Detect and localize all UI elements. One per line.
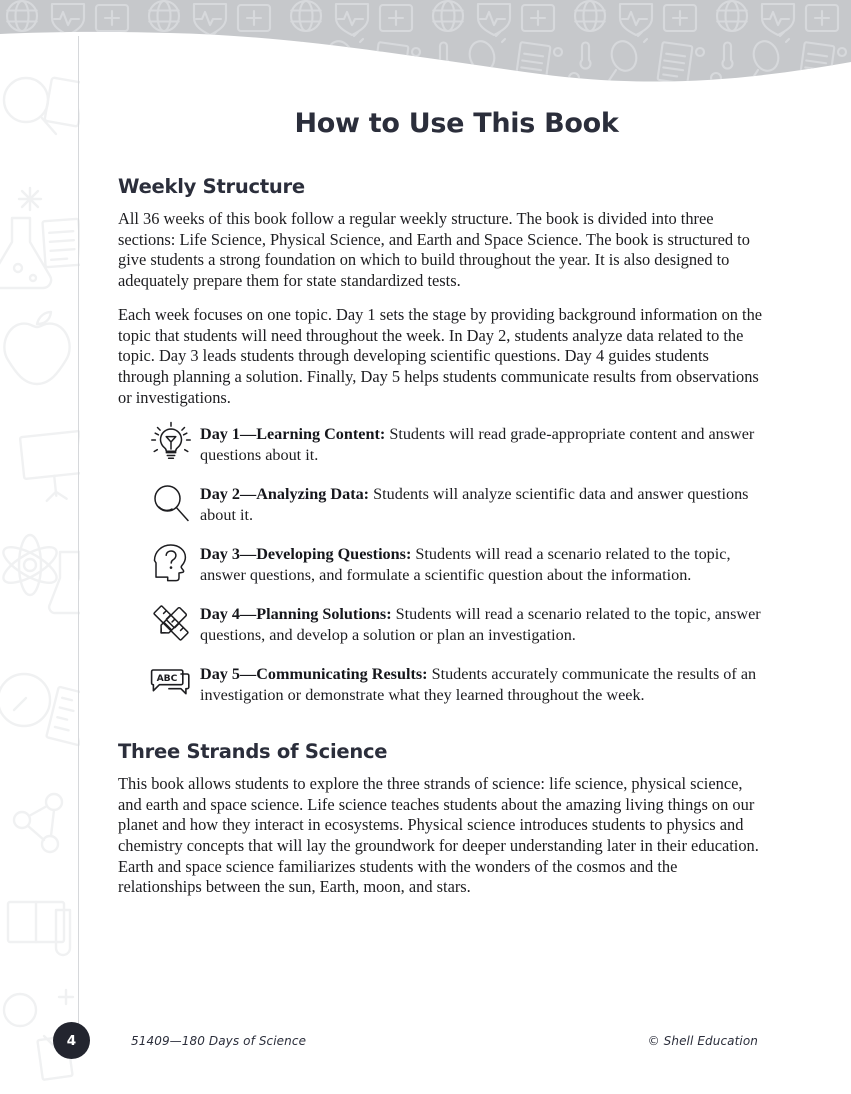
left-strip-graphic bbox=[0, 60, 80, 1094]
day-description: Students will read grade-appropriate content and answer questions about it. bbox=[200, 425, 755, 464]
day-label: Day 4—Planning Solutions: bbox=[200, 605, 392, 624]
list-item bbox=[118, 422, 763, 466]
day-text bbox=[200, 542, 763, 585]
day-text bbox=[200, 482, 763, 525]
day-description: Students accurately communicate the results of an investigation or demonstrate what they learned throughout the week. bbox=[200, 665, 757, 704]
speech-bubble-abc-icon bbox=[148, 660, 194, 706]
svg-text:ABC: ABC bbox=[156, 673, 178, 685]
section-three-strands bbox=[118, 740, 763, 897]
paragraph-three-strands-1: This book allows students to explore the three strands of science: life science, physical science, and earth and space science. Life science teaches students about the amazing living things on our planet and how they interact in ecosystems. Physical science introduces students to physics and chemistry concepts that will lay the groundwork for deeper understanding later in their education. Earth and space science familiarizes students with the wonders of the cosmos and the relationships between the sun, Earth, moon, and stars. bbox=[118, 774, 759, 897]
day-description: Students will analyze scientific data and answer questions about it. bbox=[200, 485, 749, 524]
day-label: Day 3—Developing Questions: bbox=[200, 545, 412, 564]
day-label: Day 1—Learning Content: bbox=[200, 425, 386, 444]
list-item bbox=[118, 542, 763, 586]
section-heading-three-strands: Three Strands of Science bbox=[118, 740, 388, 764]
magnifier-icon bbox=[148, 480, 194, 526]
left-decorative-strip bbox=[0, 60, 80, 1094]
footer-copyright: © Shell Education bbox=[647, 1034, 758, 1048]
list-item bbox=[118, 482, 763, 526]
section-heading-weekly-structure: Weekly Structure bbox=[118, 175, 305, 198]
banner-graphic bbox=[0, 0, 851, 95]
day-list bbox=[118, 422, 763, 706]
head-question-icon bbox=[148, 540, 194, 586]
day-description: Students will read a scenario related to the topic, answer questions, and formulate a scientific question about the information. bbox=[200, 545, 731, 584]
footer-book-title: 51409—180 Days of Science bbox=[131, 1034, 307, 1048]
day-text bbox=[200, 602, 763, 645]
header-banner bbox=[0, 0, 851, 95]
day-description: Students will read a scenario related to the topic, answer questions, and develop a solution or plan an investigation. bbox=[200, 605, 761, 644]
day-label: Day 5—Communicating Results: bbox=[200, 665, 428, 684]
page-number-badge: 4 bbox=[53, 1022, 90, 1059]
lightbulb-icon bbox=[148, 420, 194, 466]
day-text bbox=[200, 662, 763, 705]
paragraph-weekly-structure-1: All 36 weeks of this book follow a regular weekly structure. The book is divided into three sections: Life Science, Physical Science, and Earth and Space Science. The book is structured to give students a strong foundation on which to build throughout the year. It is also designed to adequately prepare them for state standardized tests. bbox=[118, 209, 750, 290]
list-item bbox=[118, 602, 763, 646]
day-text bbox=[200, 422, 763, 465]
vertical-rule bbox=[78, 36, 79, 1036]
list-item bbox=[118, 662, 763, 706]
day-label: Day 2—Analyzing Data: bbox=[200, 485, 370, 504]
page-title: How to Use This Book bbox=[294, 108, 619, 139]
paragraph-weekly-structure-2: Each week focuses on one topic. Day 1 sets the stage by providing background information on the topic that students will need throughout the week. In Day 2, students analyze data related to the topic. Day 3 leads students through developing scientific questions. Day 4 guides students through planning a solution. Finally, Day 5 helps students communicate results from observations or investigations. bbox=[118, 305, 763, 407]
page-content bbox=[118, 108, 763, 898]
pencil-ruler-icon bbox=[148, 600, 194, 646]
